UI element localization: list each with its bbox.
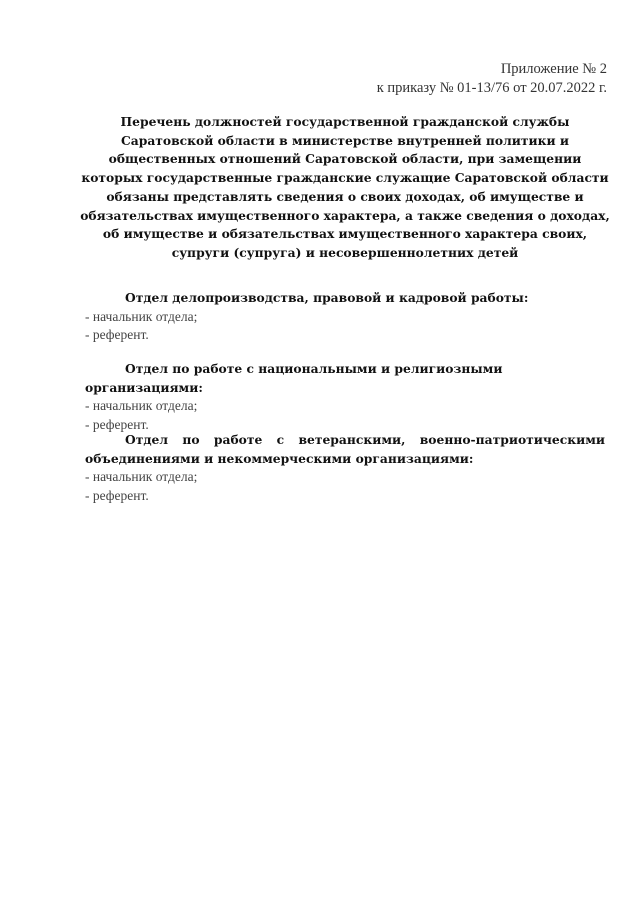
appendix-number: Приложение № 2 — [500, 61, 607, 77]
section-title: Отдел по работе с национальными и религиозными организациями: — [85, 361, 503, 395]
section-records-legal-hr — [85, 289, 605, 345]
section-national-religious — [85, 360, 605, 434]
list-item: - начальник отдела; — [85, 398, 198, 413]
list-item: - начальник отдела; — [85, 308, 198, 324]
list-item: - начальник отдела; — [85, 469, 198, 484]
list-item: - референт. — [85, 327, 149, 342]
document-title: Перечень должностей государственной гражданской службы Саратовской области в министерстве внутренней политики и общественных отношений Саратовской области, при замещении которых государственные гражданские служащие Саратовской области обязаны представлять сведения о своих доходах, об имуществе и обязательствах имущественного характера, а также сведения о доходах, об имуществе и обязательствах имущественного характера своих, супруги (супруга) и несовершеннолетних детей — [80, 114, 610, 260]
section-title: Отдел делопроизводства, правовой и кадровой работы: — [125, 290, 529, 305]
appendix-order-reference: к приказу № 01-13/76 от 20.07.2022 г. — [376, 80, 607, 96]
appendix-header — [377, 60, 607, 98]
list-item: - референт. — [85, 487, 149, 503]
section-title: Отдел по работе с ветеранскими, военно-патриотическими объединениями и некоммерческими организациями: — [85, 432, 605, 466]
section-veterans-nonprofit — [85, 431, 605, 505]
list-item: - референт. — [85, 416, 149, 432]
